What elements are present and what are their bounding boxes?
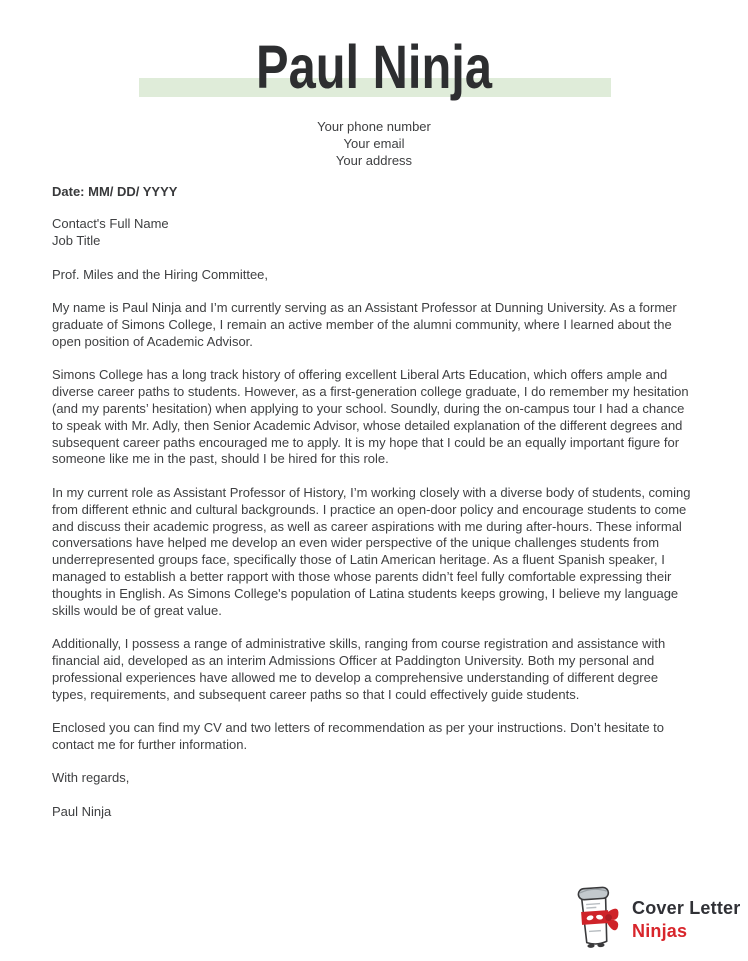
contact-address-placeholder: Your address — [335, 152, 413, 168]
paragraph-admin-skills: Additionally, I possess a range of administrative skills, ranging from course registration and assistance with financial aid, developed as an interim Admissions Officer at Paddington University. Both my personal and professional experiences have allowed me to develop a comprehensive understanding of different degree types, requirements, and subsequent career paths so that I could effectively guide students. — [52, 636, 666, 702]
cover-letter-ninjas-logo — [567, 883, 740, 956]
recipient-full-name: Contact's Full Name — [52, 216, 169, 232]
paragraph-motivation: Simons College has a long track history of offering excellent Liberal Arts Education, which offers ample and diverse career paths to students. However, as a first-generation college graduate, I do remember my hesitation (and my parents’ hesitation) when applying to your school. Soundly, during the on-campus tour I had a chance to speak with Mr. Adly, then Senior Academic Advisor, whose detailed explanation of the different degrees and subsequent career paths encouraged me to apply. It is my hope that I could be an equally important figure for someone like me in the past, should I be hired for this role. — [52, 367, 689, 467]
paragraph-current-role: In my current role as Assistant Professor of History, I’m working closely with a diverse body of students, coming from different ethnic and cultural backgrounds. I practice an open-door policy and encourage students to come and discuss their academic progress, as well as career aspirations with me during after-hours. These informal conversations have helped me develop an even wider perspective of the unique challenges students from underrepresented groups face, specifically those of Latin American heritage. As a fluent Spanish speaker, I managed to establish a better rapport with those whose parents didn’t feel fully comfortable expressing their thoughts in English. As Simons College's population of Latina students keeps growing, I believe my language skills would be of great value. — [52, 484, 691, 618]
logo-text-line2: Ninjas — [632, 920, 688, 941]
logo-wordmark — [632, 897, 740, 942]
contact-phone-placeholder: Your phone number — [317, 119, 431, 134]
ninja-scroll-icon — [567, 883, 623, 956]
closing-line: With regards, — [52, 770, 130, 786]
signature-name: Paul Ninja — [52, 804, 112, 820]
applicant-name-title: Paul Ninja — [256, 33, 492, 101]
recipient-job-title: Job Title — [52, 232, 101, 248]
date-line: Date: MM/ DD/ YYYY — [52, 184, 178, 200]
contact-email-placeholder: Your email — [343, 135, 405, 151]
paragraph-introduction: My name is Paul Ninja and I’m currently serving as an Assistant Professor at Dunning University. As a former graduate of Simons College, I remain an active member of the alumni community, where I learned about the open position of Academic Advisor. — [52, 300, 677, 349]
salutation: Prof. Miles and the Hiring Committee, — [52, 266, 269, 282]
recipient-block — [52, 216, 696, 250]
contact-info — [52, 119, 696, 169]
paragraph-enclosures: Enclosed you can find my CV and two letters of recommendation as per your instructions. Don’t hesitate to contact me for further information. — [52, 720, 665, 752]
logo-text-line1: Cover Letter — [632, 898, 741, 918]
